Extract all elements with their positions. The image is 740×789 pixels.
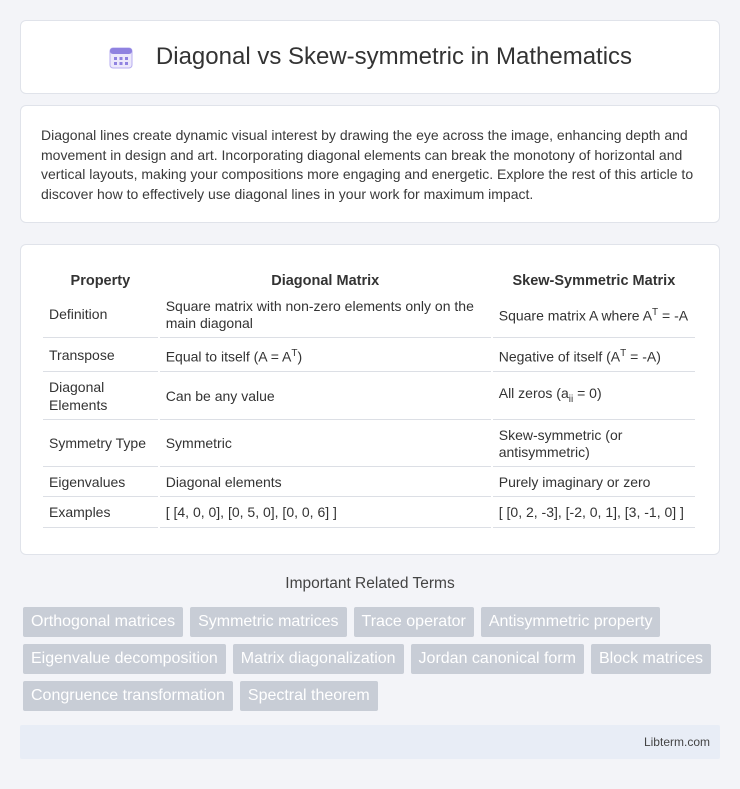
- cell-property: Diagonal Elements: [43, 374, 158, 420]
- comparison-table: [41, 265, 697, 530]
- header-diagonal: Diagonal Matrix: [271, 273, 380, 289]
- tag-trace-operator[interactable]: Trace operator: [354, 607, 474, 637]
- cell-text-tail: = -A): [626, 348, 661, 365]
- cell-skew: [493, 374, 695, 420]
- cell-skew: Skew-symmetric (or antisymmetric): [493, 422, 695, 467]
- cell-diagonal: Symmetric: [160, 422, 491, 467]
- calendar-icon: [108, 44, 134, 70]
- table-row: [43, 374, 695, 420]
- header-property: Property: [70, 273, 131, 289]
- cell-skew: [ [0, 2, -3], [-2, 0, 1], [3, -1, 0] ]: [493, 499, 695, 528]
- comparison-table-card: [20, 244, 720, 555]
- cell-text: All zeros (a: [498, 384, 569, 401]
- cell-text: Equal to itself (A = A: [165, 348, 292, 365]
- tag-eigenvalue-decomposition[interactable]: Eigenvalue decomposition: [23, 644, 226, 674]
- cell-text: Square matrix A where A: [498, 308, 653, 325]
- header-skew: Skew-Symmetric Matrix: [512, 273, 676, 289]
- table-header-row: [43, 267, 695, 291]
- cell-skew: Purely imaginary or zero: [493, 469, 695, 497]
- intro-card: [20, 105, 720, 223]
- table-row: [43, 293, 695, 338]
- tag-antisymmetric-property[interactable]: Antisymmetric property: [481, 607, 661, 637]
- cell-property: Transpose: [43, 340, 158, 372]
- table-row: [43, 340, 695, 372]
- tag-orthogonal-matrices[interactable]: Orthogonal matrices: [23, 607, 183, 637]
- superscript: T: [620, 347, 627, 359]
- cell-diagonal: [ [4, 0, 0], [0, 5, 0], [0, 0, 6] ]: [160, 499, 491, 528]
- cell-text-tail: ): [297, 348, 303, 365]
- tag-block-matrices[interactable]: Block matrices: [591, 644, 711, 674]
- tag-congruence-transformation[interactable]: Congruence transformation: [23, 681, 233, 711]
- header-card: [20, 20, 720, 94]
- cell-property: Symmetry Type: [43, 422, 158, 467]
- superscript: T: [652, 307, 659, 319]
- tag-symmetric-matrices[interactable]: Symmetric matrices: [190, 607, 346, 637]
- cell-diagonal: Can be any value: [160, 374, 491, 420]
- cell-diagonal: Diagonal elements: [160, 469, 491, 497]
- table-row: [43, 469, 695, 497]
- intro-text: Diagonal lines create dynamic visual interest by drawing the eye across the image, enhancing depth and movement in design and art. Incorporating diagonal elements can break the monotony of horizontal and vertical layouts, making your compositions more engaging and energetic. Explore the rest of this article to discover how to effectively use diagonal lines in your work for maximum impact.: [41, 127, 694, 202]
- cell-skew: [493, 340, 695, 372]
- cell-property: Definition: [43, 293, 158, 338]
- footer: [20, 725, 720, 759]
- tag-row: [23, 681, 723, 711]
- tag-row: [23, 607, 723, 637]
- table-row: [43, 499, 695, 528]
- tag-matrix-diagonalization[interactable]: Matrix diagonalization: [233, 644, 404, 674]
- cell-diagonal: Square matrix with non-zero elements only on the main diagonal: [160, 293, 491, 338]
- related-terms-title: Important Related Terms: [285, 575, 455, 592]
- tag-row: [23, 644, 723, 674]
- cell-diagonal: [160, 340, 491, 372]
- page-title: Diagonal vs Skew-symmetric in Mathematics: [155, 43, 633, 70]
- subscript: ii: [568, 393, 574, 405]
- footer-site-link[interactable]: Libterm.com: [643, 735, 710, 749]
- cell-property: Examples: [43, 499, 158, 528]
- table-row: [43, 422, 695, 467]
- cell-skew: [493, 293, 695, 338]
- tag-spectral-theorem[interactable]: Spectral theorem: [240, 681, 378, 711]
- tag-jordan-canonical-form[interactable]: Jordan canonical form: [411, 644, 584, 674]
- cell-text: Negative of itself (A: [498, 348, 621, 365]
- superscript: T: [291, 347, 298, 359]
- cell-property: Eigenvalues: [43, 469, 158, 497]
- cell-text-tail: = 0): [573, 384, 602, 401]
- cell-text-tail: = -A: [658, 308, 689, 325]
- related-terms-tags: [23, 607, 723, 718]
